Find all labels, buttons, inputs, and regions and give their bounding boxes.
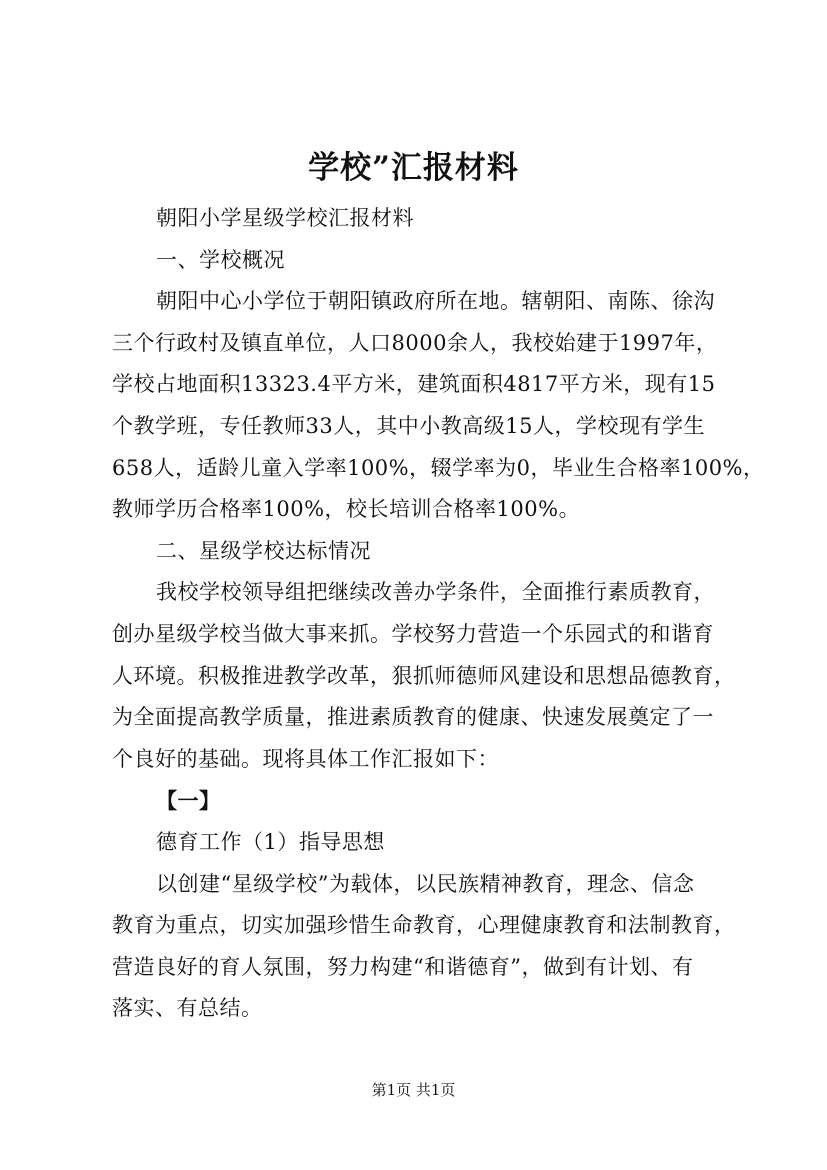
subsection-heading: 德育工作（1）指导思想 (156, 829, 385, 854)
body-line: 教育为重点，切实加强珍惜生命教育，心理健康教育和法制教育， (112, 913, 736, 938)
document-title: 学校”汇报材料 (308, 150, 519, 186)
section-marker: 【一】 (156, 788, 221, 814)
body-line: 朝阳小学星级学校汇报材料 (156, 206, 414, 230)
body-line: 658人，适龄儿童入学率100%，辍学率为0，毕业生合格率100%， (112, 455, 765, 480)
section-heading: 二、星级学校达标情况 (156, 538, 371, 563)
body-line: 创办星级学校当做大事来抓。学校努力营造一个乐园式的和谐育 (112, 621, 714, 646)
body-line: 教师学历合格率100%，校长培训合格率100%。 (112, 497, 581, 522)
body-line: 个教学班，专任教师33人，其中小教高级15人，学校现有学生 (112, 413, 705, 438)
section-heading: 一、学校概况 (156, 247, 285, 272)
document-body (112, 198, 765, 1030)
body-line: 个良好的基础。现将具体工作汇报如下： (112, 746, 499, 771)
body-line: 我校学校领导组把继续改善办学条件，全面推行素质教育， (156, 580, 715, 605)
body-line: 学校占地面积13323.4平方米，建筑面积4817平方米，现有15 (112, 372, 716, 397)
body-line: 三个行政村及镇直单位，人口8000余人，我校始建于1997年， (112, 330, 718, 355)
page-footer: 第1页 共1页 (371, 1081, 456, 1099)
body-line: 落实、有总结。 (112, 996, 263, 1021)
body-line: 为全面提高教学质量，推进素质教育的健康、快速发展奠定了一 (112, 705, 714, 730)
body-line: 人环境。积极推进教学改革，狠抓师德师风建设和思想品德教育， (112, 663, 736, 688)
body-line: 以创建“星级学校”为载体，以民族精神教育，理念、信念 (156, 871, 695, 896)
body-line: 朝阳中心小学位于朝阳镇政府所在地。辖朝阳、南陈、徐沟 (156, 289, 715, 314)
body-line: 营造良好的育人氛围，努力构建“和谐德育”，做到有计划、有 (112, 954, 694, 979)
